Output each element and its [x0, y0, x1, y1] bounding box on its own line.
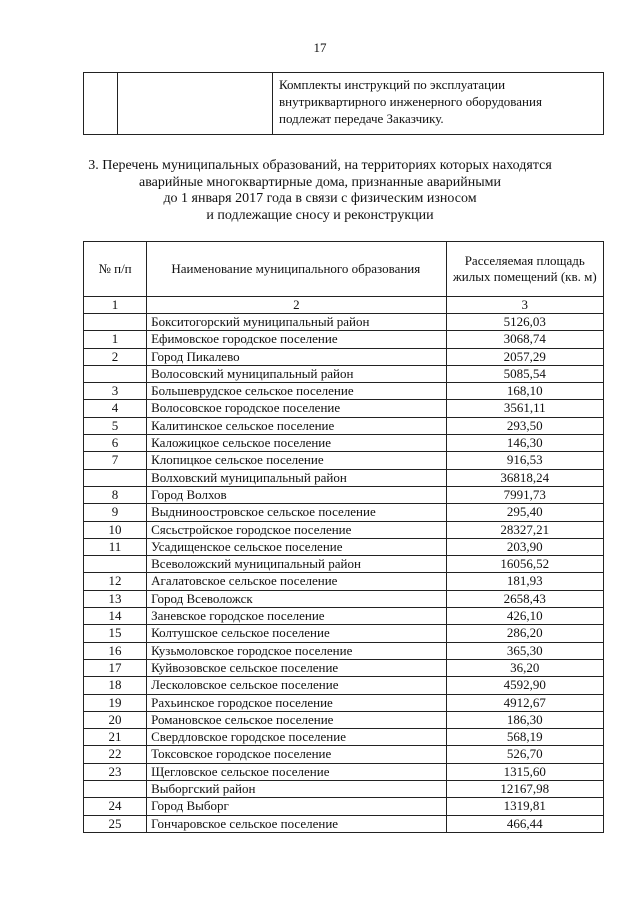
municipality-name: Город Всеволожск	[147, 590, 446, 607]
resettled-area: 3561,11	[446, 400, 603, 417]
resettled-area: 16056,52	[446, 556, 603, 573]
resettled-area: 181,93	[446, 573, 603, 590]
heading-line: аварийные многоквартирные дома, признанные аварийными	[139, 174, 501, 190]
row-number: 16	[84, 642, 147, 659]
resettled-area: 36,20	[446, 659, 603, 676]
table-row	[84, 694, 604, 711]
municipality-name: Всеволожский муниципальный район	[147, 556, 446, 573]
row-number: 24	[84, 798, 147, 815]
table-row	[84, 521, 604, 538]
table-row	[84, 729, 604, 746]
empty-cell	[118, 73, 273, 135]
row-number: 4	[84, 400, 147, 417]
section-heading	[0, 158, 640, 224]
municipality-name: Сясьстройское городское поселение	[147, 521, 446, 538]
table-row	[84, 815, 604, 832]
table-row	[84, 348, 604, 365]
row-number: 11	[84, 538, 147, 555]
resettled-area: 426,10	[446, 608, 603, 625]
row-number: 25	[84, 815, 147, 832]
note-line: подлежат передаче Заказчику.	[279, 111, 444, 126]
resettled-area: 365,30	[446, 642, 603, 659]
municipality-name: Волосовское городское поселение	[147, 400, 446, 417]
header-area: Расселяемая площадь жилых помещений (кв. м)	[446, 242, 603, 297]
row-number: 19	[84, 694, 147, 711]
row-number: 9	[84, 504, 147, 521]
table-row	[84, 781, 604, 798]
municipality-name: Агалатовское сельское поселение	[147, 573, 446, 590]
municipality-name: Рахьинское городское поселение	[147, 694, 446, 711]
table-row	[84, 763, 604, 780]
row-number: 14	[84, 608, 147, 625]
continuation-table	[83, 72, 604, 135]
row-number: 1	[84, 331, 147, 348]
table-row	[84, 746, 604, 763]
municipality-name: Усадищенское сельское поселение	[147, 538, 446, 555]
municipality-name: Заневское городское поселение	[147, 608, 446, 625]
municipality-name: Калитинское сельское поселение	[147, 417, 446, 434]
row-number: 12	[84, 573, 147, 590]
resettled-area: 286,20	[446, 625, 603, 642]
row-number: 7	[84, 452, 147, 469]
resettled-area: 2658,43	[446, 590, 603, 607]
page-number: 17	[313, 40, 327, 55]
table-row	[84, 365, 604, 382]
municipality-name: Волосовский муниципальный район	[147, 365, 446, 382]
index-cell: 3	[446, 297, 603, 314]
index-cell: 2	[147, 297, 446, 314]
resettled-area: 36818,24	[446, 469, 603, 486]
resettled-area: 5126,03	[446, 314, 603, 331]
resettled-area: 2057,29	[446, 348, 603, 365]
resettled-area: 466,44	[446, 815, 603, 832]
table-row	[84, 400, 604, 417]
table-row	[84, 383, 604, 400]
heading-line: до 1 января 2017 года в связи с физическим износом	[163, 191, 477, 206]
row-number: 21	[84, 729, 147, 746]
row-number: 15	[84, 625, 147, 642]
municipality-name: Выдниноостровское сельское поселение	[147, 504, 446, 521]
row-number: 2	[84, 348, 147, 365]
row-number: 20	[84, 711, 147, 728]
resettled-area: 186,30	[446, 711, 603, 728]
row-number	[84, 469, 147, 486]
municipality-name: Клопицкое сельское поселение	[147, 452, 446, 469]
header-name: Наименование муниципального образования	[147, 242, 446, 297]
column-index-row	[84, 297, 604, 314]
row-number: 10	[84, 521, 147, 538]
row-number: 6	[84, 435, 147, 452]
table-row	[84, 504, 604, 521]
table-row	[84, 711, 604, 728]
resettled-area: 168,10	[446, 383, 603, 400]
row-number	[84, 556, 147, 573]
municipality-name: Гончаровское сельское поселение	[147, 815, 446, 832]
table-row	[84, 798, 604, 815]
table-row	[84, 538, 604, 555]
resettled-area: 12167,98	[446, 781, 603, 798]
row-number: 22	[84, 746, 147, 763]
row-number: 3	[84, 383, 147, 400]
resettled-area: 916,53	[446, 452, 603, 469]
resettled-area: 568,19	[446, 729, 603, 746]
table-row	[84, 435, 604, 452]
resettled-area: 4912,67	[446, 694, 603, 711]
table-row	[84, 417, 604, 434]
table-row	[84, 625, 604, 642]
municipality-name: Колтушское сельское поселение	[147, 625, 446, 642]
table-row	[84, 314, 604, 331]
resettled-area: 295,40	[446, 504, 603, 521]
row-number: 8	[84, 486, 147, 503]
table-row	[84, 608, 604, 625]
table-row	[84, 677, 604, 694]
heading-line: 3. Перечень муниципальных образований, на территориях которых находятся	[88, 158, 552, 173]
header-row	[84, 242, 604, 297]
row-number	[84, 314, 147, 331]
row-number: 5	[84, 417, 147, 434]
municipality-name: Большеврудское сельское поселение	[147, 383, 446, 400]
table-row	[84, 331, 604, 348]
municipality-name: Ефимовское городское поселение	[147, 331, 446, 348]
header-num: № п/п	[84, 242, 147, 297]
municipality-name: Токсовское городское поселение	[147, 746, 446, 763]
resettled-area: 28327,21	[446, 521, 603, 538]
municipality-name: Свердловское городское поселение	[147, 729, 446, 746]
row-number: 13	[84, 590, 147, 607]
empty-cell	[84, 73, 118, 135]
row-number: 23	[84, 763, 147, 780]
note-line: внутриквартирного инженерного оборудования	[279, 94, 542, 109]
table-row	[84, 486, 604, 503]
resettled-area: 146,30	[446, 435, 603, 452]
table-row	[84, 452, 604, 469]
municipality-name: Выборгский район	[147, 781, 446, 798]
row-number: 17	[84, 659, 147, 676]
table-row	[84, 73, 604, 135]
municipality-name: Волховский муниципальный район	[147, 469, 446, 486]
table-row	[84, 642, 604, 659]
municipality-name: Куйвозовское сельское поселение	[147, 659, 446, 676]
municipality-name: Кузьмоловское городское поселение	[147, 642, 446, 659]
municipality-name: Каложицкое сельское поселение	[147, 435, 446, 452]
row-number	[84, 365, 147, 382]
table-row	[84, 573, 604, 590]
resettled-area: 3068,74	[446, 331, 603, 348]
municipality-name: Щегловское сельское поселение	[147, 763, 446, 780]
instructions-note-cell	[273, 73, 604, 135]
resettled-area: 526,70	[446, 746, 603, 763]
municipality-name: Бокситогорский муниципальный район	[147, 314, 446, 331]
heading-line: и подлежащие сносу и реконструкции	[206, 207, 434, 223]
municipality-name: Лесколовское сельское поселение	[147, 677, 446, 694]
row-number: 18	[84, 677, 147, 694]
resettled-area: 7991,73	[446, 486, 603, 503]
municipality-name: Город Волхов	[147, 486, 446, 503]
resettled-area: 203,90	[446, 538, 603, 555]
table-row	[84, 556, 604, 573]
municipality-name: Романовское сельское поселение	[147, 711, 446, 728]
municipality-name: Город Выборг	[147, 798, 446, 815]
index-cell: 1	[84, 297, 147, 314]
table-row	[84, 469, 604, 486]
row-number	[84, 781, 147, 798]
resettled-area: 4592,90	[446, 677, 603, 694]
municipalities-table	[83, 241, 604, 833]
resettled-area: 1315,60	[446, 763, 603, 780]
resettled-area: 5085,54	[446, 365, 603, 382]
note-line: Комплекты инструкций по эксплуатации	[279, 77, 506, 92]
municipality-name: Город Пикалево	[147, 348, 446, 365]
table-row	[84, 659, 604, 676]
resettled-area: 293,50	[446, 417, 603, 434]
resettled-area: 1319,81	[446, 798, 603, 815]
table-row	[84, 590, 604, 607]
